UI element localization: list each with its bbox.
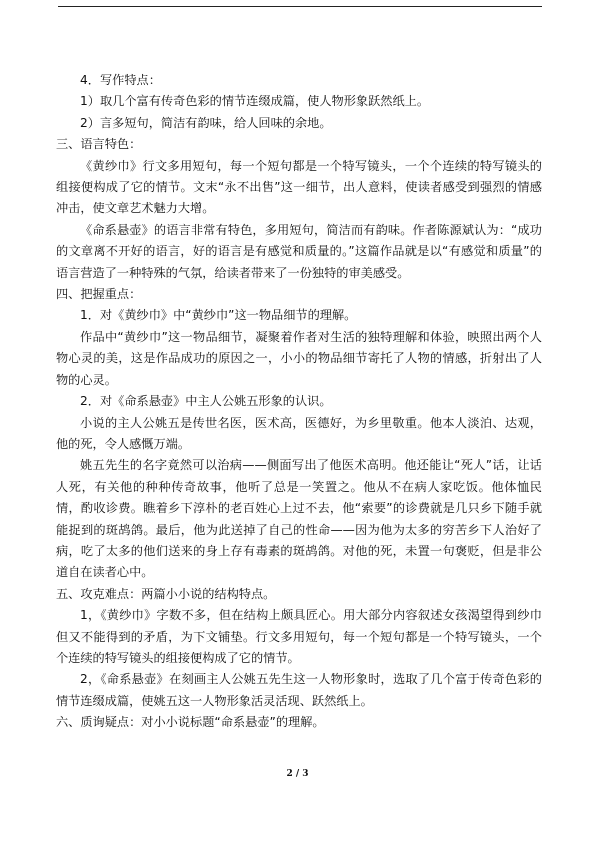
- list-item-feature-2: 2）言多短句，简洁有韵味，给人回味的余地。: [80, 115, 332, 130]
- list-item-writing-features: 4．写作特点：: [80, 73, 161, 87]
- list-item-feature-1: 1）取几个富有传奇色彩的情节连缀成篇，使人物形象跃然纸上。: [80, 94, 430, 109]
- list-item-difficulty-2: 2，《命系悬壶》在刻画主人公姚五先生这一人物形象时，选取了几个富于传奇色彩的情节连缀成篇，使姚五这一人物形象活灵活现、跃然纸上。: [56, 672, 542, 708]
- list-item-key-point-2: 2．对《命系悬壶》中主人公姚五形象的认识。: [80, 394, 332, 409]
- list-item-difficulty-1: 1，《黄纱巾》字数不多，但在结构上颇具匠心。用大部分内容叙述女孩渴望得到纱巾但又不能得到的矛盾，为下文铺垫。行文多用短句，每一个短句都是一个特写镜头，一个个连续的特写镜头的组接便构成了它的情节。: [56, 608, 542, 665]
- section-heading-questions: 六、质询疑点：对小小说标题“命系悬壶”的理解。: [56, 715, 325, 730]
- paragraph-key-point-2a: 小说的主人公姚五是传世名医，医术高，医德好，为乡里敬重。他本人淡泊、达观，他的死，令人感慨万端。: [56, 415, 542, 451]
- paragraph-key-point-2b: 姚五先生的名字竟然可以治病——侧面写出了他医术高明。他还能让“死人”话，让话人死，有关他的种种传奇故事，他听了总是一笑置之。他从不在病人家吃饭。他体恤民情，酌收诊费。瞧着乡下淳朴的老百姓心上过不去，他“索要”的诊费就是几只乡下随手就能捉到的斑鸪鸽。最后，他为此送掉了自己的性命——因为他为太多的穷苦乡下人治好了病，吃了太多的他们送来的身上存有毒素的斑鸪鸽。对他的死，未置一句褒贬，但是非公道自在读者心中。: [56, 458, 542, 580]
- paragraph-key-point-1: 作品中“黄纱巾”这一物品细节，凝聚着作者对生活的独特理解和体验，映照出两个人物心灵的美，这是作品成功的原因之一，小小的物品细节寄托了人物的情感，折射出了人物的心灵。: [56, 329, 542, 387]
- document-body: [56, 70, 542, 734]
- paragraph-mingxixuanhu-language: 《命系悬壶》的语言非常有特色，多用短句，简洁而有韵味。作者陈源斌认为：“成功的文章离不开好的语言，好的语言是有感觉和质量的。”这篇作品就是以“有感觉和质量”的语言营造了一种特殊的气氛，给读者带来了一份独特的审美感受。: [56, 222, 542, 280]
- header-rule: [58, 6, 542, 7]
- section-heading-key-points: 四、把握重点：: [56, 287, 142, 302]
- section-heading-difficulties: 五、攻克难点：两篇小小说的结构特点。: [56, 586, 276, 601]
- paragraph-huangshajin-language: 《黄纱巾》行文多用短句，每一个短句都是一个特写镜头，一个个连续的特写镜头的组接便构成了它的情节。文末“永不出售”这一细节，出人意料，使读者感受到强烈的情感冲击，使文章艺术魅力大增。: [56, 158, 542, 216]
- list-item-key-point-1: 1．对《黄纱巾》中“黄纱巾”这一物品细节的理解。: [80, 308, 357, 323]
- section-heading-language: 三、语言特色：: [56, 137, 142, 152]
- page-number: 2 / 3: [286, 769, 309, 779]
